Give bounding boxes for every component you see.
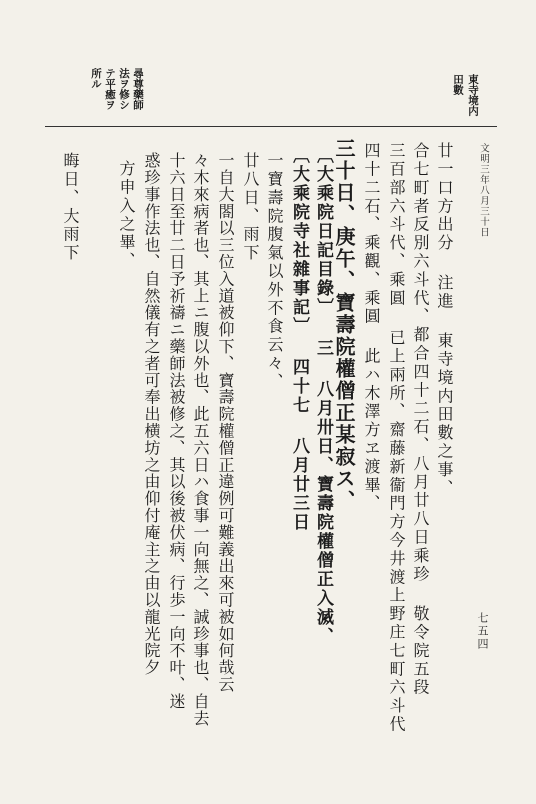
- text-column: 方申入之畢、: [117, 160, 136, 271]
- text-column: 惑珍事作法也、自然儀有之者可奉出横坊之由仰付庵主之由以龍光院夕: [142, 152, 161, 676]
- page-number: 七五四: [476, 612, 489, 651]
- margin-note-line: 田數: [452, 74, 464, 95]
- margin-note-line: 東寺境内: [467, 74, 479, 116]
- header-rule: [45, 126, 497, 127]
- entry-heading: 三十日、庚午、寶壽院權僧正某寂ス、: [332, 138, 356, 512]
- source-citation: 〔大乘院日記目錄〕 三 八月卅日、寶壽院權僧正入滅、: [313, 146, 333, 646]
- text-column: 合七町者反別六斗代、都合四十二石、八月廿八日乘珍 敬令院五段: [411, 142, 430, 697]
- source-citation: 〔大乘院寺社雜事記〕 四十七 八月廿三日: [289, 146, 309, 532]
- text-column: 々木來病者也、其上ニ腹以外也、此五六日ハ食事一向無之、誠珍事也、自去: [191, 152, 210, 727]
- text-column: 一自大閤以三位入道被仰下、寶壽院權僧正違例可難義出來可被如何哉云: [216, 152, 235, 693]
- text-column: 三百部六斗代、乘圓 已上兩所、齋藤新衞門方今井渡上野庄七町六斗代: [387, 142, 406, 734]
- text-column: 四十二石、乘觀、乘圓 此ハ木澤方ヱ渡畢、: [362, 142, 381, 513]
- margin-note-line: 所ル: [90, 68, 102, 89]
- margin-note-line: テ平癒ヲ: [104, 68, 116, 110]
- text-column: 晦日、大雨下: [61, 152, 80, 263]
- margin-note-line: 尋尊藥師: [132, 68, 144, 110]
- text-column: 一寶壽院腹氣以外不食云々、: [265, 152, 284, 392]
- margin-note-line: 法ヲ修シ: [118, 68, 130, 110]
- text-column: 十六日至廿二日予祈禱ニ藥師法被修之、其以後被伏病、行歩一向不叶、迷: [167, 152, 186, 710]
- text-column: 廿八日、雨下: [241, 152, 260, 263]
- running-header-date: 文明三年八月三十日: [478, 143, 489, 238]
- text-column: 廿一口方出分 注進 東寺境内田數之事、: [435, 142, 454, 498]
